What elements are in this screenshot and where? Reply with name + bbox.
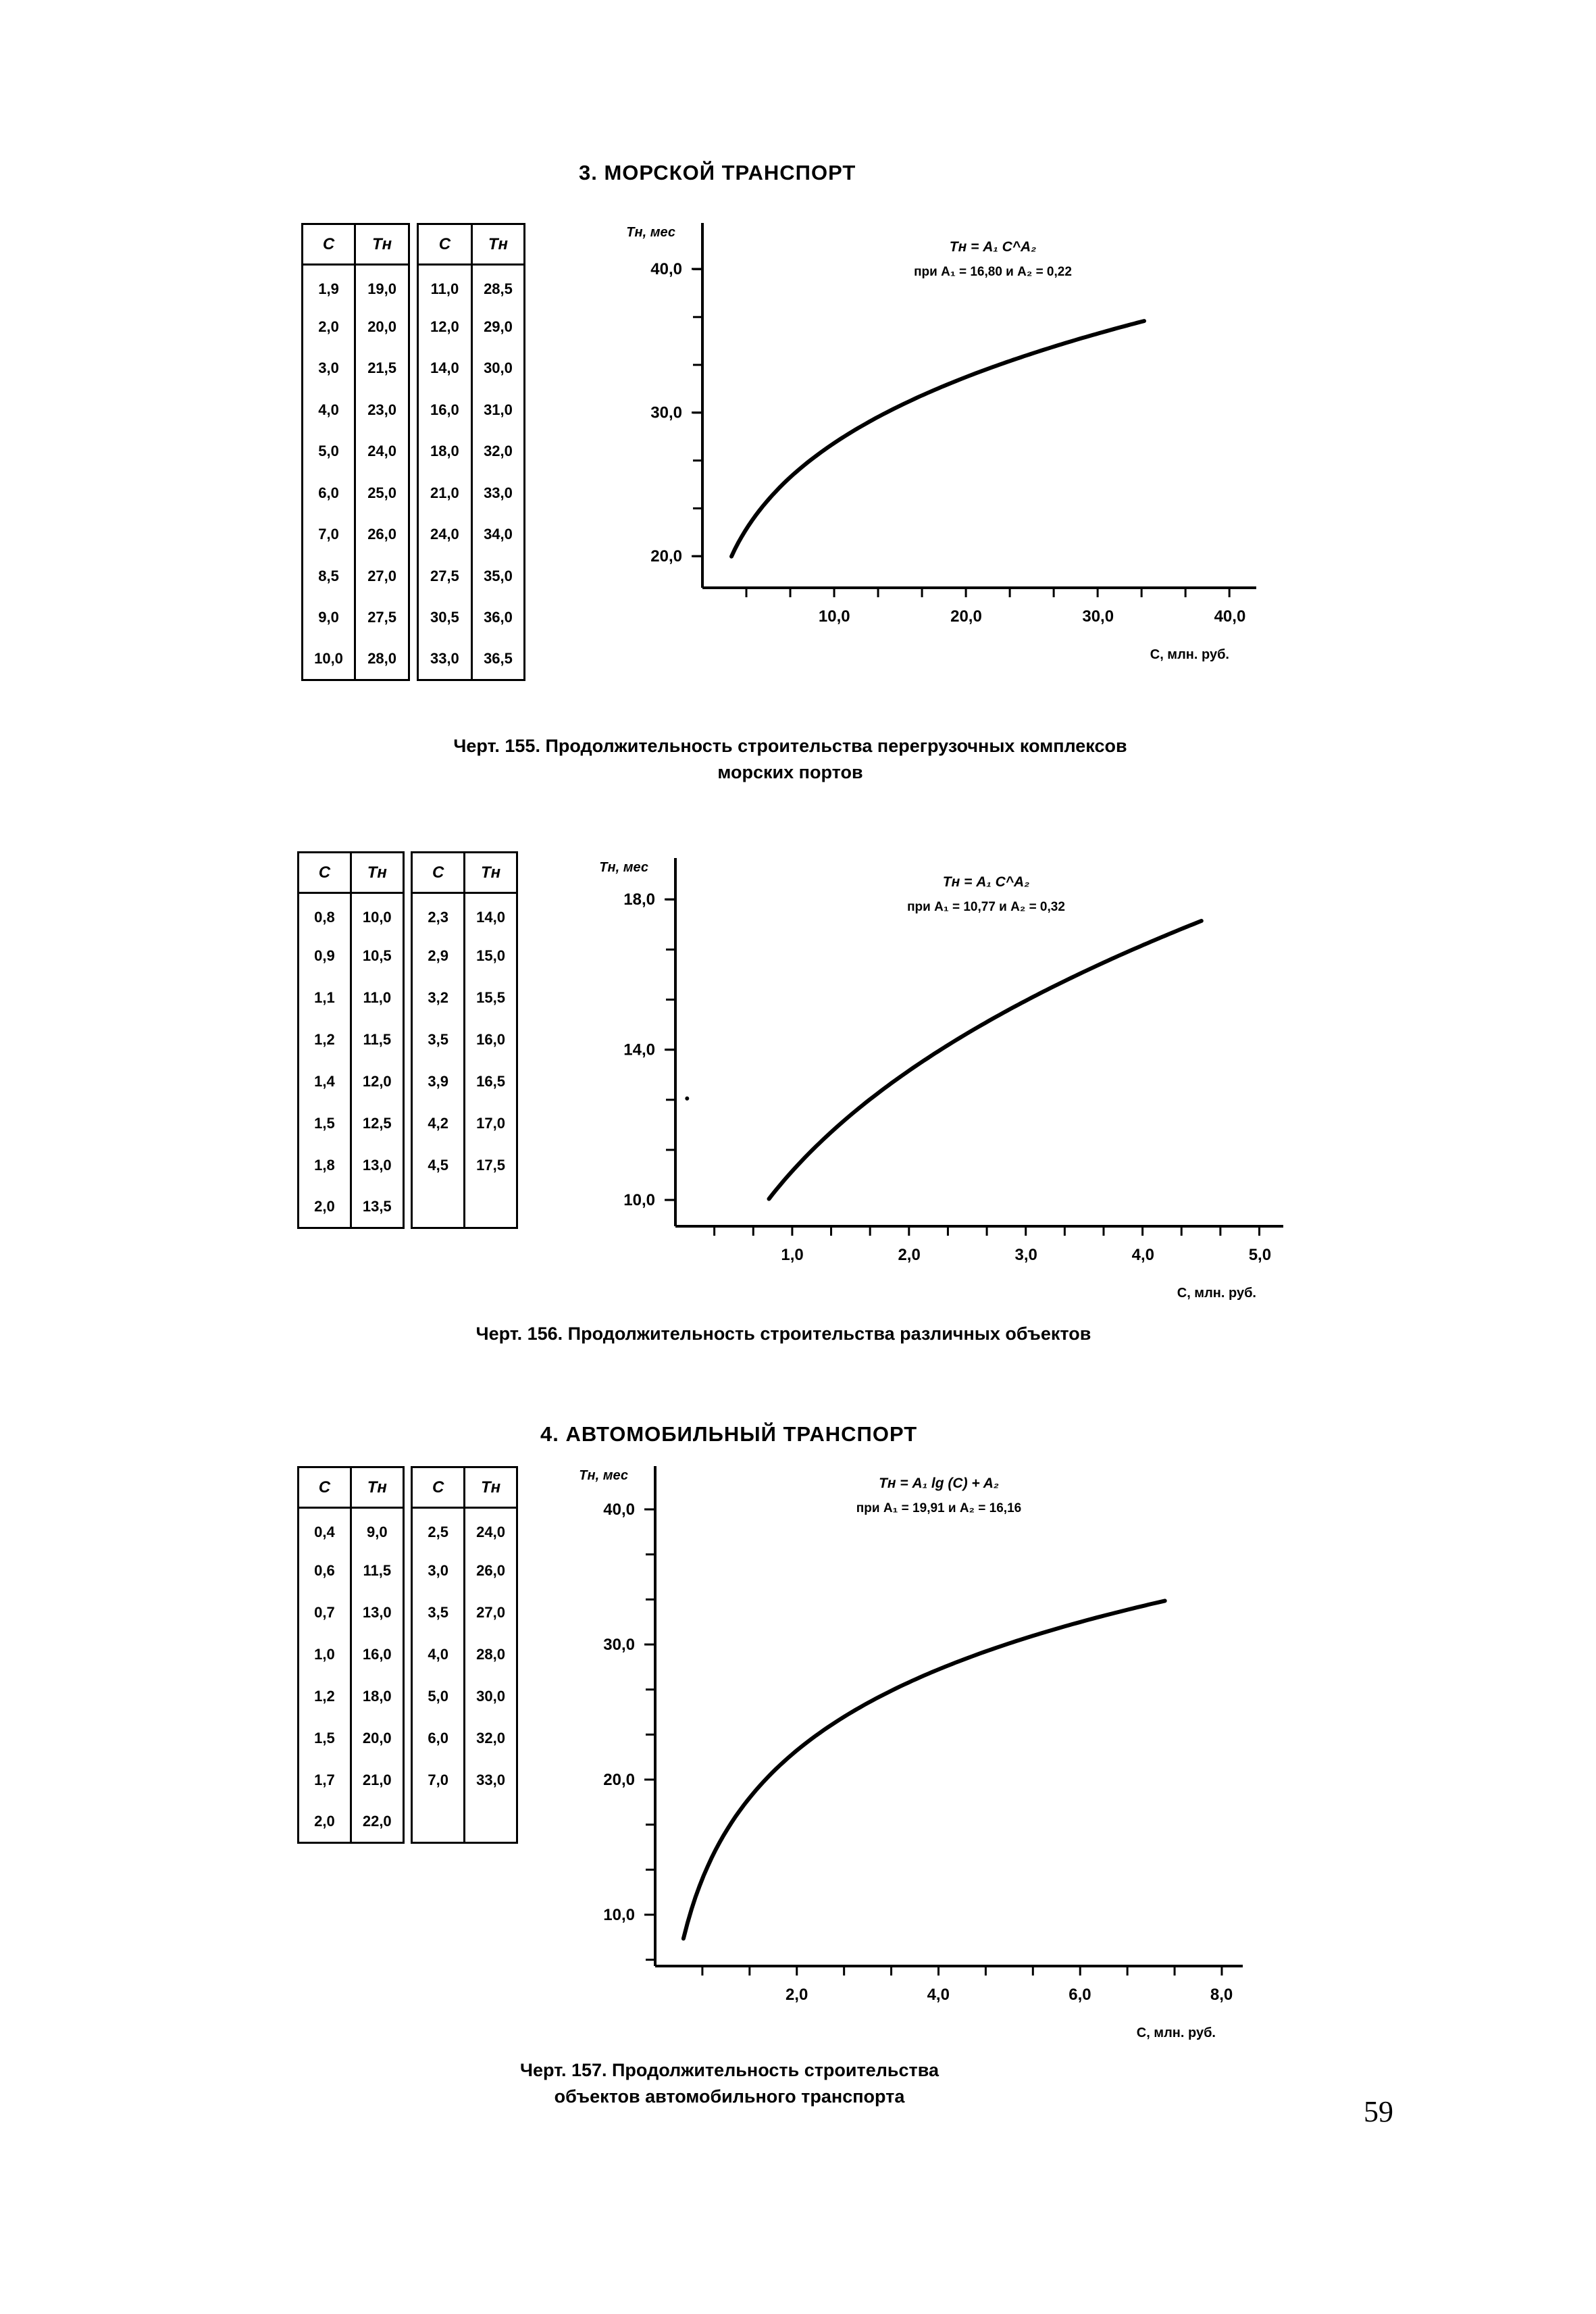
x-axis-label: C, млн. руб. bbox=[1136, 2026, 1216, 2040]
caption-line: Черт. 155. Продолжительность строительства перегрузочных комплексов bbox=[453, 736, 1127, 756]
table-cell: 13,0 bbox=[351, 1592, 403, 1634]
table-cell: 16,0 bbox=[417, 389, 471, 431]
y-tick-label: 18,0 bbox=[623, 890, 655, 909]
table-cell: 23,0 bbox=[355, 389, 409, 431]
x-tick-label: 20,0 bbox=[950, 607, 982, 626]
x-tick-label: 3,0 bbox=[1014, 1246, 1037, 1264]
table-cell: 33,0 bbox=[471, 472, 524, 514]
table-row bbox=[303, 555, 525, 597]
table-cell: 7,0 bbox=[303, 514, 355, 556]
table-cell: 17,0 bbox=[465, 1103, 517, 1145]
table-cell: 0,8 bbox=[299, 893, 351, 935]
table-header-c: C bbox=[299, 1467, 351, 1508]
table-row bbox=[299, 1103, 517, 1145]
table-cell: 3,0 bbox=[303, 348, 355, 390]
table-cell: 30,0 bbox=[471, 348, 524, 390]
y-tick-label: 10,0 bbox=[603, 1906, 635, 1924]
table-header-tn: Tн bbox=[465, 853, 517, 893]
x-tick-label: 6,0 bbox=[1069, 1986, 1091, 2004]
table-cell: 16,0 bbox=[351, 1634, 403, 1676]
table-row bbox=[303, 431, 525, 473]
table-cell: 29,0 bbox=[471, 306, 524, 348]
table-cell: 1,5 bbox=[299, 1717, 351, 1759]
y-tick-label: 14,0 bbox=[623, 1040, 655, 1059]
table-cell: 4,0 bbox=[303, 389, 355, 431]
table-row bbox=[299, 1508, 517, 1550]
table-cell: 12,0 bbox=[417, 306, 471, 348]
table-header-c: C bbox=[412, 1467, 465, 1508]
table-cell: 21,5 bbox=[355, 348, 409, 390]
x-tick-label: 8,0 bbox=[1210, 1986, 1233, 2004]
table-row bbox=[303, 389, 525, 431]
table-cell: 1,2 bbox=[299, 1019, 351, 1061]
table-cell: 3,0 bbox=[412, 1550, 465, 1592]
table-cell: 5,0 bbox=[303, 431, 355, 473]
caption-line: Черт. 156. Продолжительность строительства различных объектов bbox=[475, 1324, 1091, 1344]
table-cell: 27,0 bbox=[355, 555, 409, 597]
caption-line: Черт. 157. Продолжительность строительства bbox=[520, 2060, 939, 2080]
x-tick-label: 4,0 bbox=[1131, 1246, 1154, 1264]
table-cell: 2,9 bbox=[412, 935, 465, 977]
table-header-c: C bbox=[417, 224, 471, 265]
table-header-tn: Tн bbox=[351, 1467, 403, 1508]
table-header-c: C bbox=[299, 853, 351, 893]
table-row bbox=[299, 1550, 517, 1592]
table-cell: 21,0 bbox=[351, 1759, 403, 1801]
table-row bbox=[299, 1145, 517, 1186]
table-row bbox=[303, 514, 525, 556]
table-cell: 36,5 bbox=[471, 638, 524, 680]
table-cell: 6,0 bbox=[303, 472, 355, 514]
chart-157 bbox=[554, 1459, 1256, 2054]
table-row bbox=[303, 306, 525, 348]
table-row bbox=[303, 472, 525, 514]
table-cell: 11,5 bbox=[351, 1019, 403, 1061]
table-cell: 33,0 bbox=[417, 638, 471, 680]
table-row bbox=[299, 935, 517, 977]
table-cell: 0,6 bbox=[299, 1550, 351, 1592]
formula-line: Tн = A₁ C^A₂ bbox=[942, 874, 1030, 890]
y-tick-label: 30,0 bbox=[650, 403, 682, 422]
table-row bbox=[299, 1592, 517, 1634]
data-table-155 bbox=[301, 223, 525, 681]
y-tick-label: 40,0 bbox=[650, 260, 682, 279]
table-row bbox=[299, 1019, 517, 1061]
table-row bbox=[299, 1759, 517, 1801]
table-cell: 8,5 bbox=[303, 555, 355, 597]
table-cell: 11,0 bbox=[417, 265, 471, 307]
table-cell: 35,0 bbox=[471, 555, 524, 597]
table-cell: 27,5 bbox=[355, 597, 409, 639]
table-row bbox=[303, 265, 525, 307]
table-cell: 5,0 bbox=[412, 1676, 465, 1717]
table-cell: 2,0 bbox=[303, 306, 355, 348]
table-cell: 14,0 bbox=[465, 893, 517, 935]
chart-156 bbox=[594, 851, 1304, 1311]
table-cell: 9,0 bbox=[303, 597, 355, 639]
table-row bbox=[303, 638, 525, 680]
table-cell bbox=[412, 1801, 465, 1843]
table-cell: 2,0 bbox=[299, 1186, 351, 1228]
table-cell: 1,2 bbox=[299, 1676, 351, 1717]
table-cell: 17,5 bbox=[465, 1145, 517, 1186]
table-cell: 32,0 bbox=[471, 431, 524, 473]
table-cell: 14,0 bbox=[417, 348, 471, 390]
table-cell: 10,5 bbox=[351, 935, 403, 977]
x-tick-label: 10,0 bbox=[818, 607, 850, 626]
table-cell: 2,0 bbox=[299, 1801, 351, 1843]
table-cell: 1,9 bbox=[303, 265, 355, 307]
table-cell: 16,5 bbox=[465, 1061, 517, 1103]
table-cell: 9,0 bbox=[351, 1508, 403, 1550]
table-header-tn: Tн bbox=[465, 1467, 517, 1508]
data-table-156 bbox=[297, 851, 518, 1229]
table-cell: 10,0 bbox=[303, 638, 355, 680]
table-cell: 10,0 bbox=[351, 893, 403, 935]
series-curve bbox=[769, 921, 1202, 1199]
table-row bbox=[299, 1634, 517, 1676]
table-cell: 28,0 bbox=[355, 638, 409, 680]
table-cell: 33,0 bbox=[465, 1759, 517, 1801]
table-cell: 7,0 bbox=[412, 1759, 465, 1801]
table-cell: 16,0 bbox=[465, 1019, 517, 1061]
x-tick-label: 5,0 bbox=[1248, 1246, 1272, 1264]
table-header-tn: Tн bbox=[355, 224, 409, 265]
y-tick-label: 10,0 bbox=[623, 1191, 655, 1210]
x-tick-label: 2,0 bbox=[898, 1246, 921, 1264]
figure-caption-155 bbox=[236, 733, 1344, 786]
table-cell: 1,8 bbox=[299, 1145, 351, 1186]
table-cell: 19,0 bbox=[355, 265, 409, 307]
table-cell: 3,5 bbox=[412, 1592, 465, 1634]
table-row bbox=[299, 1717, 517, 1759]
y-tick-label: 40,0 bbox=[603, 1501, 635, 1519]
table-cell: 24,0 bbox=[355, 431, 409, 473]
table-cell: 18,0 bbox=[417, 431, 471, 473]
formula-params: при A₁ = 19,91 и A₂ = 16,16 bbox=[856, 1501, 1022, 1515]
table-cell: 1,5 bbox=[299, 1103, 351, 1145]
table-cell: 4,5 bbox=[412, 1145, 465, 1186]
table-cell: 32,0 bbox=[465, 1717, 517, 1759]
table-cell: 0,9 bbox=[299, 935, 351, 977]
table-row bbox=[299, 893, 517, 935]
table-cell: 20,0 bbox=[355, 306, 409, 348]
series-curve bbox=[684, 1601, 1165, 1938]
table-cell bbox=[465, 1186, 517, 1228]
caption-line: морских портов bbox=[717, 762, 863, 783]
table-header-tn: Tн bbox=[471, 224, 524, 265]
table-header-tn: Tн bbox=[351, 853, 403, 893]
x-tick-label: 1,0 bbox=[781, 1246, 804, 1264]
table-cell: 24,0 bbox=[417, 514, 471, 556]
x-tick-label: 4,0 bbox=[927, 1986, 950, 2004]
table-row bbox=[299, 977, 517, 1019]
y-axis-label: Tн, мес bbox=[599, 860, 648, 875]
y-tick-label: 20,0 bbox=[603, 1771, 635, 1789]
table-cell: 3,5 bbox=[412, 1019, 465, 1061]
table-cell: 27,5 bbox=[417, 555, 471, 597]
table-cell: 3,9 bbox=[412, 1061, 465, 1103]
table-cell: 13,0 bbox=[351, 1145, 403, 1186]
formula-params: при A₁ = 10,77 и A₂ = 0,32 bbox=[907, 900, 1065, 914]
table-cell: 21,0 bbox=[417, 472, 471, 514]
chart-155 bbox=[608, 223, 1283, 682]
table-cell bbox=[465, 1801, 517, 1843]
table-cell: 2,3 bbox=[412, 893, 465, 935]
table-cell: 11,0 bbox=[351, 977, 403, 1019]
table-cell: 20,0 bbox=[351, 1717, 403, 1759]
table-cell: 26,0 bbox=[465, 1550, 517, 1592]
table-cell: 1,1 bbox=[299, 977, 351, 1019]
y-tick-label: 30,0 bbox=[603, 1636, 635, 1654]
table-cell: 36,0 bbox=[471, 597, 524, 639]
table-cell: 27,0 bbox=[465, 1592, 517, 1634]
x-tick-label: 2,0 bbox=[785, 1986, 808, 2004]
table-cell: 3,2 bbox=[412, 977, 465, 1019]
section-title-road-transport: 4. АВТОМОБИЛЬНЫЙ ТРАНСПОРТ bbox=[540, 1422, 918, 1446]
table-cell: 28,5 bbox=[471, 265, 524, 307]
y-axis-label: Tн, мес bbox=[626, 225, 675, 240]
table-cell: 24,0 bbox=[465, 1508, 517, 1550]
table-cell: 30,5 bbox=[417, 597, 471, 639]
stray-dot bbox=[685, 1097, 689, 1101]
table-row bbox=[299, 1801, 517, 1843]
table-cell: 25,0 bbox=[355, 472, 409, 514]
y-axis-label: Tн, мес bbox=[579, 1468, 628, 1483]
table-cell: 0,7 bbox=[299, 1592, 351, 1634]
x-axis-label: C, млн. руб. bbox=[1150, 647, 1229, 662]
data-table-157 bbox=[297, 1466, 518, 1844]
table-row bbox=[303, 597, 525, 639]
y-tick-label: 20,0 bbox=[650, 547, 682, 566]
page-number: 59 bbox=[1364, 2095, 1393, 2128]
formula-line: Tн = A₁ lg (C) + A₂ bbox=[879, 1476, 999, 1491]
table-cell: 4,0 bbox=[412, 1634, 465, 1676]
x-tick-label: 30,0 bbox=[1082, 607, 1114, 626]
table-cell: 30,0 bbox=[465, 1676, 517, 1717]
table-row bbox=[303, 348, 525, 390]
table-cell: 15,5 bbox=[465, 977, 517, 1019]
section-title-sea-transport: 3. МОРСКОЙ ТРАНСПОРТ bbox=[579, 161, 856, 184]
table-cell: 15,0 bbox=[465, 935, 517, 977]
table-cell: 11,5 bbox=[351, 1550, 403, 1592]
series-curve bbox=[731, 321, 1144, 556]
formula-line: Tн = A₁ C^A₂ bbox=[949, 239, 1037, 255]
table-header-c: C bbox=[412, 853, 465, 893]
table-cell: 12,5 bbox=[351, 1103, 403, 1145]
table-cell: 18,0 bbox=[351, 1676, 403, 1717]
table-cell: 2,5 bbox=[412, 1508, 465, 1550]
table-cell: 12,0 bbox=[351, 1061, 403, 1103]
table-cell: 0,4 bbox=[299, 1508, 351, 1550]
caption-line: объектов автомобильного транспорта bbox=[554, 2086, 905, 2107]
table-row bbox=[299, 1676, 517, 1717]
table-cell: 13,5 bbox=[351, 1186, 403, 1228]
table-cell: 1,4 bbox=[299, 1061, 351, 1103]
table-cell: 1,0 bbox=[299, 1634, 351, 1676]
table-cell bbox=[412, 1186, 465, 1228]
table-row bbox=[299, 1061, 517, 1103]
table-cell: 26,0 bbox=[355, 514, 409, 556]
table-cell: 31,0 bbox=[471, 389, 524, 431]
table-cell: 6,0 bbox=[412, 1717, 465, 1759]
table-cell: 28,0 bbox=[465, 1634, 517, 1676]
table-cell: 4,2 bbox=[412, 1103, 465, 1145]
table-cell: 22,0 bbox=[351, 1801, 403, 1843]
x-tick-label: 40,0 bbox=[1214, 607, 1246, 626]
table-row bbox=[299, 1186, 517, 1228]
figure-caption-156 bbox=[304, 1321, 1263, 1347]
table-cell: 1,7 bbox=[299, 1759, 351, 1801]
table-cell: 34,0 bbox=[471, 514, 524, 556]
formula-params: при A₁ = 16,80 и A₂ = 0,22 bbox=[914, 265, 1072, 279]
x-axis-label: C, млн. руб. bbox=[1177, 1286, 1256, 1301]
table-header-c: C bbox=[303, 224, 355, 265]
figure-caption-157 bbox=[405, 2057, 1054, 2110]
